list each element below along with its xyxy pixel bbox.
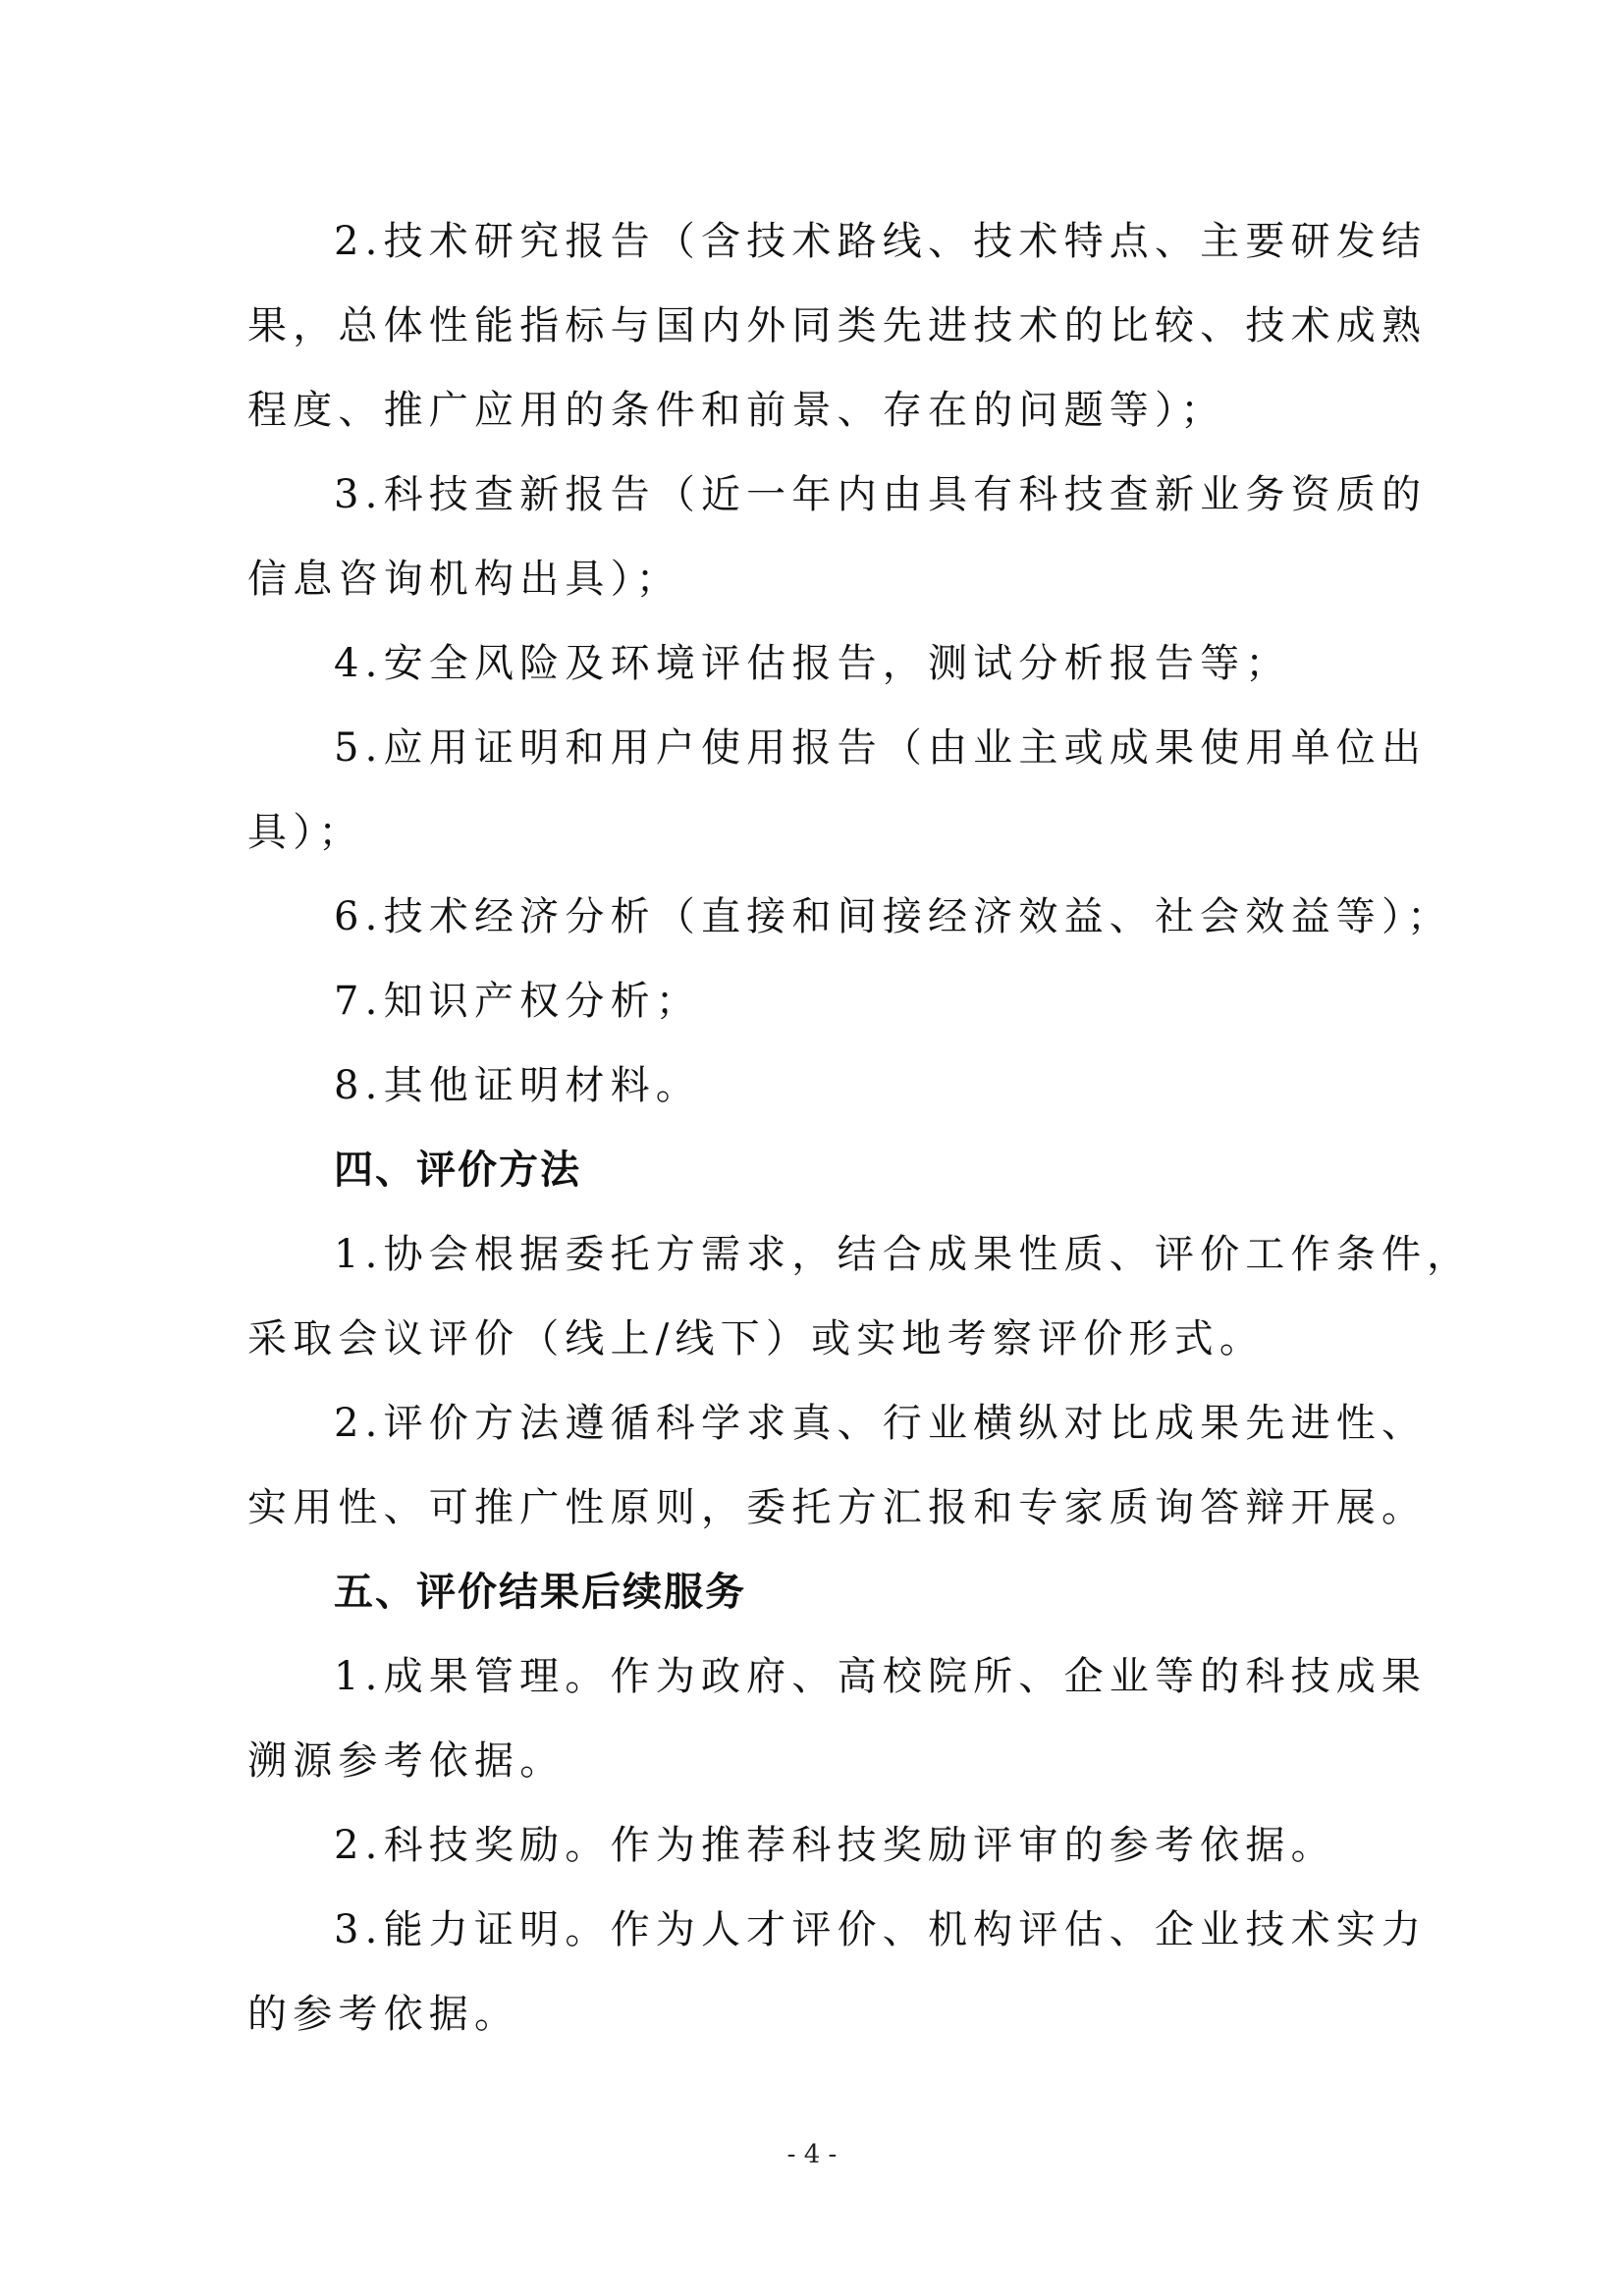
item-4-safety-report: 4.安全风险及环境评估报告，测试分析报告等；: [334, 641, 1291, 686]
service-3-line-2: 的参考依据。: [247, 1992, 520, 2037]
item-5-application-proof-line-1: 5.应用证明和用户使用报告（由业主或成果使用单位出: [334, 725, 1428, 771]
item-3-novelty-report-line-2: 信息咨询机构出具）；: [247, 557, 681, 602]
item-7-ip-analysis: 7.知识产权分析；: [334, 979, 701, 1024]
item-3-novelty-report-line-1: 3.科技查新报告（近一年内由具有科技查新业务资质的: [334, 472, 1428, 517]
service-1-line-2: 溯源参考依据。: [247, 1738, 566, 1784]
item-2-technical-report-line-3: 程度、推广应用的条件和前景、存在的问题等）；: [247, 388, 1226, 433]
page-number: - 4 -: [786, 2140, 838, 2169]
method-1-line-2: 采取会议评价（线上/线下）或实地考察评价形式。: [247, 1316, 1266, 1362]
method-1-line-1: 1.协会根据委托方需求，结合成果性质、评价工作条件，: [334, 1232, 1473, 1277]
method-2-line-2: 实用性、可推广性原则，委托方汇报和专家质询答辩开展。: [247, 1485, 1428, 1530]
service-2: 2.科技奖励。作为推荐科技奖励评审的参考依据。: [334, 1823, 1336, 1868]
service-1-line-1: 1.成果管理。作为政府、高校院所、企业等的科技成果: [334, 1654, 1428, 1699]
item-2-technical-report-line-2: 果，总体性能指标与国内外同类先进技术的比较、技术成熟: [247, 303, 1428, 348]
section-4-heading: 四、评价方法: [334, 1148, 581, 1193]
item-6-economic-analysis: 6.技术经济分析（直接和间接经济效益、社会效益等）；: [334, 894, 1453, 939]
section-5-heading: 五、评价结果后续服务: [334, 1570, 746, 1615]
item-8-other-materials: 8.其他证明材料。: [334, 1063, 701, 1108]
item-2-technical-report-line-1: 2.技术研究报告（含技术路线、技术特点、主要研发结: [334, 219, 1428, 264]
method-2-line-1: 2.评价方法遵循科学求真、行业横纵对比成果先进性、: [334, 1401, 1428, 1446]
item-5-application-proof-line-2: 具）；: [247, 810, 364, 855]
service-3-line-1: 3.能力证明。作为人才评价、机构评估、企业技术实力: [334, 1907, 1428, 1952]
